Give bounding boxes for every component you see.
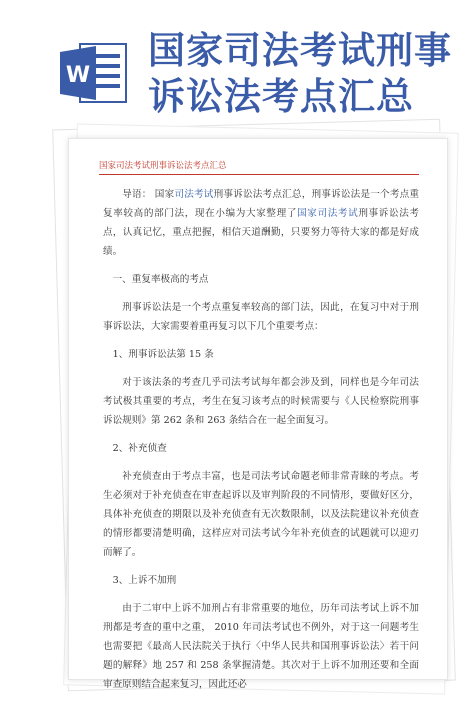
- document-page: [68, 138, 448, 690]
- intro-paragraph: [103, 185, 419, 261]
- intro-text-b: 刑事诉讼法考点汇总，刑事诉讼法是一个考点重复率较高的部门法，现在小编为大家整理了: [103, 189, 420, 219]
- banner: [0, 0, 474, 118]
- intro-link-guojia-sifa-kaoshi[interactable]: 国家司法考试: [297, 208, 359, 219]
- banner-title-line1: 国家司法考试刑事: [148, 29, 452, 72]
- intro-link-sifa-kaoshi[interactable]: 司法考试: [174, 189, 214, 200]
- paragraph-4: 由于二审中上诉不加刑占有非常重要的地位，历年司法考试上诉不加刑都是考查的重中之重， 2010 年司法考试也不例外，对于这一问题考生也需要把《最高人民法院关于执行〈中华人民共和国刑事诉讼法〉若干问题的解释》地 257 和 258 条掌握清楚。其次对于上诉不加刑还要和全面审查原则结合起来复习，因此还必: [103, 603, 419, 690]
- paragraph-2: 对于该法条的考查几乎司法考试每年都会涉及到，同样也是今年司法考试极其重要的考点，考生在复习该考点的时候需要与《人民检察院刑事诉讼规则》第 262 条和 263 条结合在一起全面复习。: [103, 377, 419, 426]
- document-body: [103, 185, 419, 703]
- banner-title: [148, 28, 452, 120]
- section-heading-4: 3、上诉不加刑: [112, 575, 177, 586]
- banner-title-line2: 诉讼法考点汇总: [148, 75, 414, 118]
- word-document-icon: [58, 40, 130, 106]
- document-header: 国家司法考试刑事诉讼法考点汇总: [99, 159, 419, 175]
- intro-text-c: 刑事诉讼法考点，认真记忆，重点把握，相信天道酬勤，只要努力等待大家的都是好成绩。: [103, 208, 420, 257]
- intro-text-a: 导语： 国家: [122, 189, 175, 200]
- paragraph-1: 刑事诉讼法是一个考点重复率较高的部门法，因此，在复习中对于刑事诉讼法，大家需要着重再复习以下几个重要考点：: [103, 302, 419, 332]
- paragraph-3: 补充侦查由于考点丰富，也是司法考试命题老师非常青睐的考点。考生必须对于补充侦查在审查起诉以及审判阶段的不同情形，要做好区分，具体补充侦查的期限以及补充侦查有无次数限制，以及法院建议补充侦查的情形都要清楚明确，这样应对司法考试今年补充侦查的试题就可以迎刃而解了。: [103, 471, 419, 558]
- section-heading-3: 2、补充侦查: [112, 443, 167, 454]
- section-heading-2: 1、刑事诉讼法第 15 条: [112, 349, 214, 360]
- section-heading-1: 一、重复率极高的考点: [112, 274, 209, 285]
- svg-text:W: W: [65, 63, 91, 88]
